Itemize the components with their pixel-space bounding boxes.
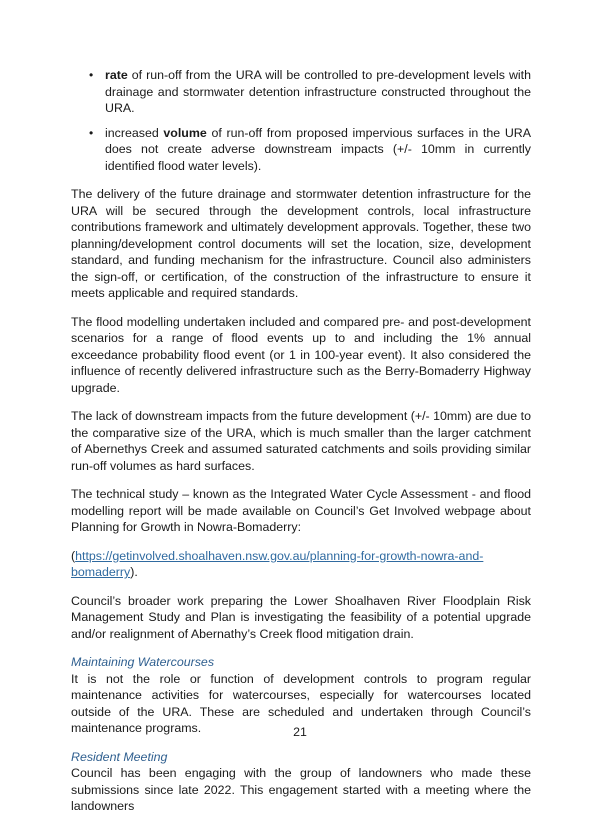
bullet-list [71,67,531,174]
bullet-icon: • [89,125,94,140]
section-heading: Resident Meeting [71,749,168,764]
paragraph: The flood modelling undertaken included and compared pre- and post-development scenarios for a range of flood events up to and including the 1% annual exceedance probability flood event (or 1 in 100-year event). It also considered the influence of recently delivered infrastructure such as the Berry-Bomaderry Highway upgrade. [71,314,531,395]
bullet-text: of run-off from the URA will be controlled to pre-development levels with drainage and stormwater detention infrastructure constructed throughout the URA. [105,68,531,115]
paren-close: ). [130,565,138,579]
paragraph: It is not the role or function of development controls to program regular maintenance activities for watercourses, especially for watercourses located outside of the URA. These are scheduled and undertaken through Council’s maintenance programs. [71,671,531,735]
link-paragraph [71,548,531,581]
list-item [71,125,531,175]
bullet-text: increased [105,125,164,140]
section-heading: Maintaining Watercourses [71,655,215,669]
page-number: 21 [293,725,307,739]
bullet-text: of run-off from proposed impervious surfaces in the URA does not create adverse downstream impacts (+/- 10mm in currently identified flood water levels). [105,125,531,173]
paragraph: Council has been engaging with the group of landowners who made these submissions since late 2022. This engagement started with a meeting where the landowners [71,766,531,813]
paragraph: The lack of downstream impacts from the future development (+/- 10mm) are due to the comparative size of the URA, which is much smaller than the larger catchment of Abernethys Creek and assumed saturated catchments and soils providing similar run-off volumes as hard surfaces. [71,409,531,473]
paragraph: Council’s broader work preparing the Lower Shoalhaven River Floodplain Risk Management Study and Plan is investigating the feasibility of a potential upgrade and/or realignment of Abernathy’s Creek flood mitigation drain. [71,593,531,641]
bold-term: rate [105,68,128,82]
page-content [71,67,531,827]
paren-open: ( [71,548,76,563]
paragraph: The technical study – known as the Integrated Water Cycle Assessment - and flood modelling report will be made available on Council’s Get Involved webpage about Planning for Growth in Nowra-Bomaderry: [71,487,531,534]
list-item [71,67,531,117]
bold-term: volume [163,125,207,140]
paragraph: The delivery of the future drainage and stormwater detention infrastructure for the URA will be secured through the development controls, local infrastructure contributions framework and ultimately development approvals. Together, these two planning/development control documents will set the location, size, development standard, and funding mechanism for the infrastructure. Council also administers the sign-off, or certification, of the construction of the infrastructure to ensure it meets applicable and required standards. [71,187,531,300]
getinvolved-link[interactable]: https://getinvolved.shoalhaven.nsw.gov.au/planning-for-growth-nowra-and-bomaderry [71,548,484,579]
bullet-icon: • [89,68,94,82]
